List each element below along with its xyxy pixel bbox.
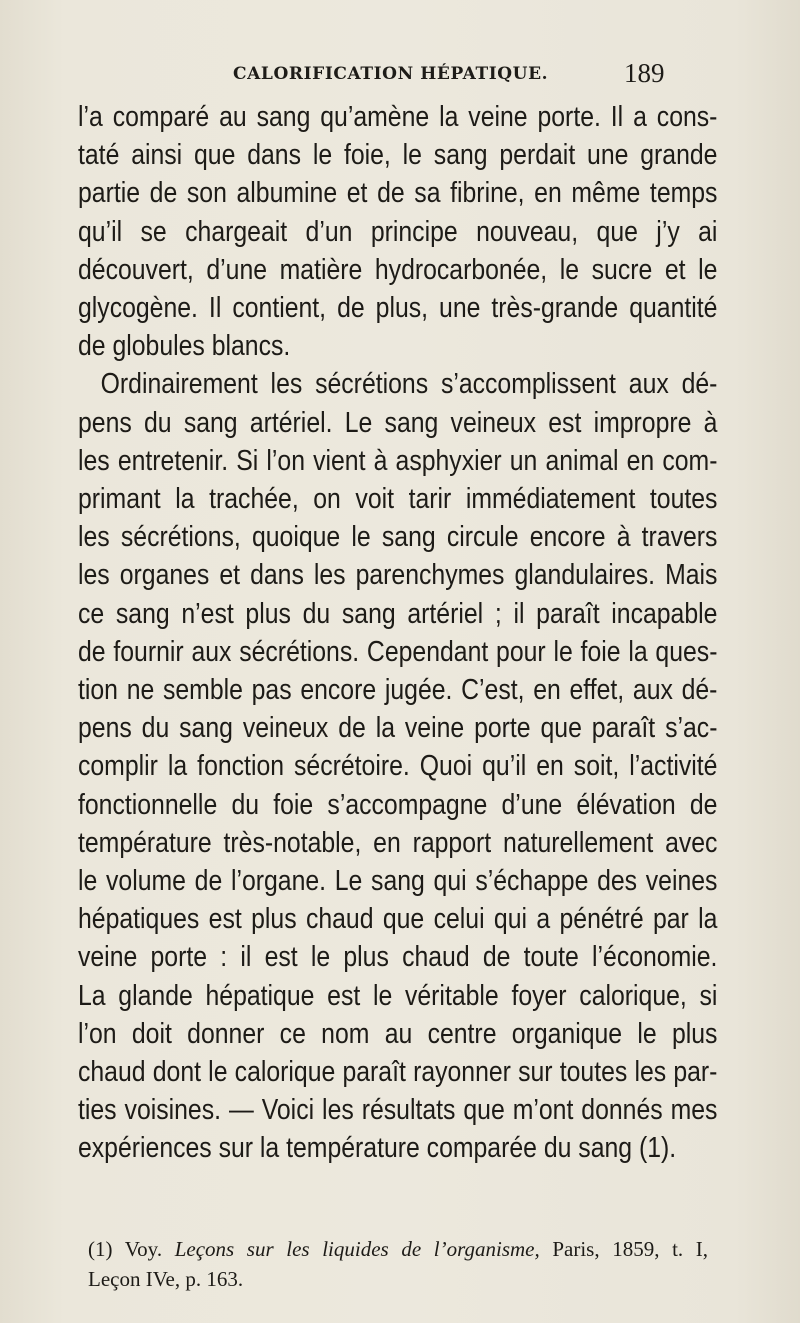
text-line: température très-notable, en rapport naturellement avec <box>78 826 718 859</box>
text-line: fonctionnelle du foie s’accompagne d’une élévation de <box>78 788 718 821</box>
text-line: hépatiques est plus chaud que celui qui a pénétré par la <box>78 903 718 936</box>
text-line: ce sang n’est plus du sang artériel ; il paraît incapable <box>78 597 718 630</box>
footnote-line <box>88 1234 708 1264</box>
text-line: les organes et dans les parenchymes glandulaires. Mais <box>78 559 718 592</box>
text-line: La glande hépatique est le véritable foyer calorique, si <box>78 979 718 1012</box>
footnote <box>88 1234 728 1294</box>
text-line: l’on doit donner ce nom au centre organique le plus <box>78 1017 718 1050</box>
text-line: ties voisines. — Voici les résultats que m’ont donnés mes <box>78 1094 718 1127</box>
text-line: expériences sur la température comparée du sang (1). <box>78 1132 677 1165</box>
text-line: les sécrétions, quoique le sang circule encore à travers <box>78 521 718 554</box>
text-line: qu’il se chargeait d’un principe nouveau, que j’y ai <box>78 215 718 248</box>
body-text <box>78 98 718 1168</box>
text-line: partie de son albumine et de sa fibrine, en même temps <box>78 177 718 210</box>
text-line: pens du sang veineux de la veine porte que paraît s’ac- <box>78 712 718 745</box>
text-line: tion ne semble pas encore jugée. C’est, en effet, aux dé- <box>78 674 718 707</box>
text-line: l’a comparé au sang qu’amène la veine porte. Il a cons- <box>78 101 718 133</box>
text-line: les entretenir. Si l’on vient à asphyxier un animal en com- <box>78 444 718 477</box>
footnote-line: Leçon IVe, p. 163. <box>88 1267 244 1291</box>
text-line: glycogène. Il contient, de plus, une très-grande quantité <box>78 292 718 325</box>
footnote-publication: Paris, 1859, t. I, <box>552 1237 709 1261</box>
text-line: taté ainsi que dans le foie, le sang perdait une grande <box>78 139 718 172</box>
text-line: pens du sang artériel. Le sang veineux est impropre à <box>78 406 718 439</box>
text-line: veine porte : il est le plus chaud de toute l’économie. <box>78 941 718 974</box>
text-line: de fournir aux sécrétions. Cependant pour le foie la ques- <box>78 635 718 668</box>
running-title: CALORIFICATION HÉPATIQUE. <box>233 64 549 84</box>
text-line: Ordinairement les sécrétions s’accomplissent aux dé- <box>100 368 718 401</box>
page-header <box>0 58 800 92</box>
page-number: 189 <box>624 58 665 88</box>
text-line: le volume de l’organe. Le sang qui s’échappe des veines <box>78 865 718 898</box>
text-line: complir la fonction sécrétoire. Quoi qu’il en soit, l’activité <box>78 750 718 783</box>
text-line: découvert, d’une matière hydrocarbonée, le sucre et le <box>78 253 718 286</box>
text-line: chaud dont le calorique paraît rayonner sur toutes les par- <box>78 1056 718 1089</box>
text-line: de globules blancs. <box>78 330 291 363</box>
footnote-title: Leçons sur les liquides de l’organisme, <box>174 1237 540 1261</box>
text-line: primant la trachée, on voit tarir immédiatement toutes <box>78 483 718 516</box>
footnote-marker: (1) Voy. <box>88 1237 163 1261</box>
